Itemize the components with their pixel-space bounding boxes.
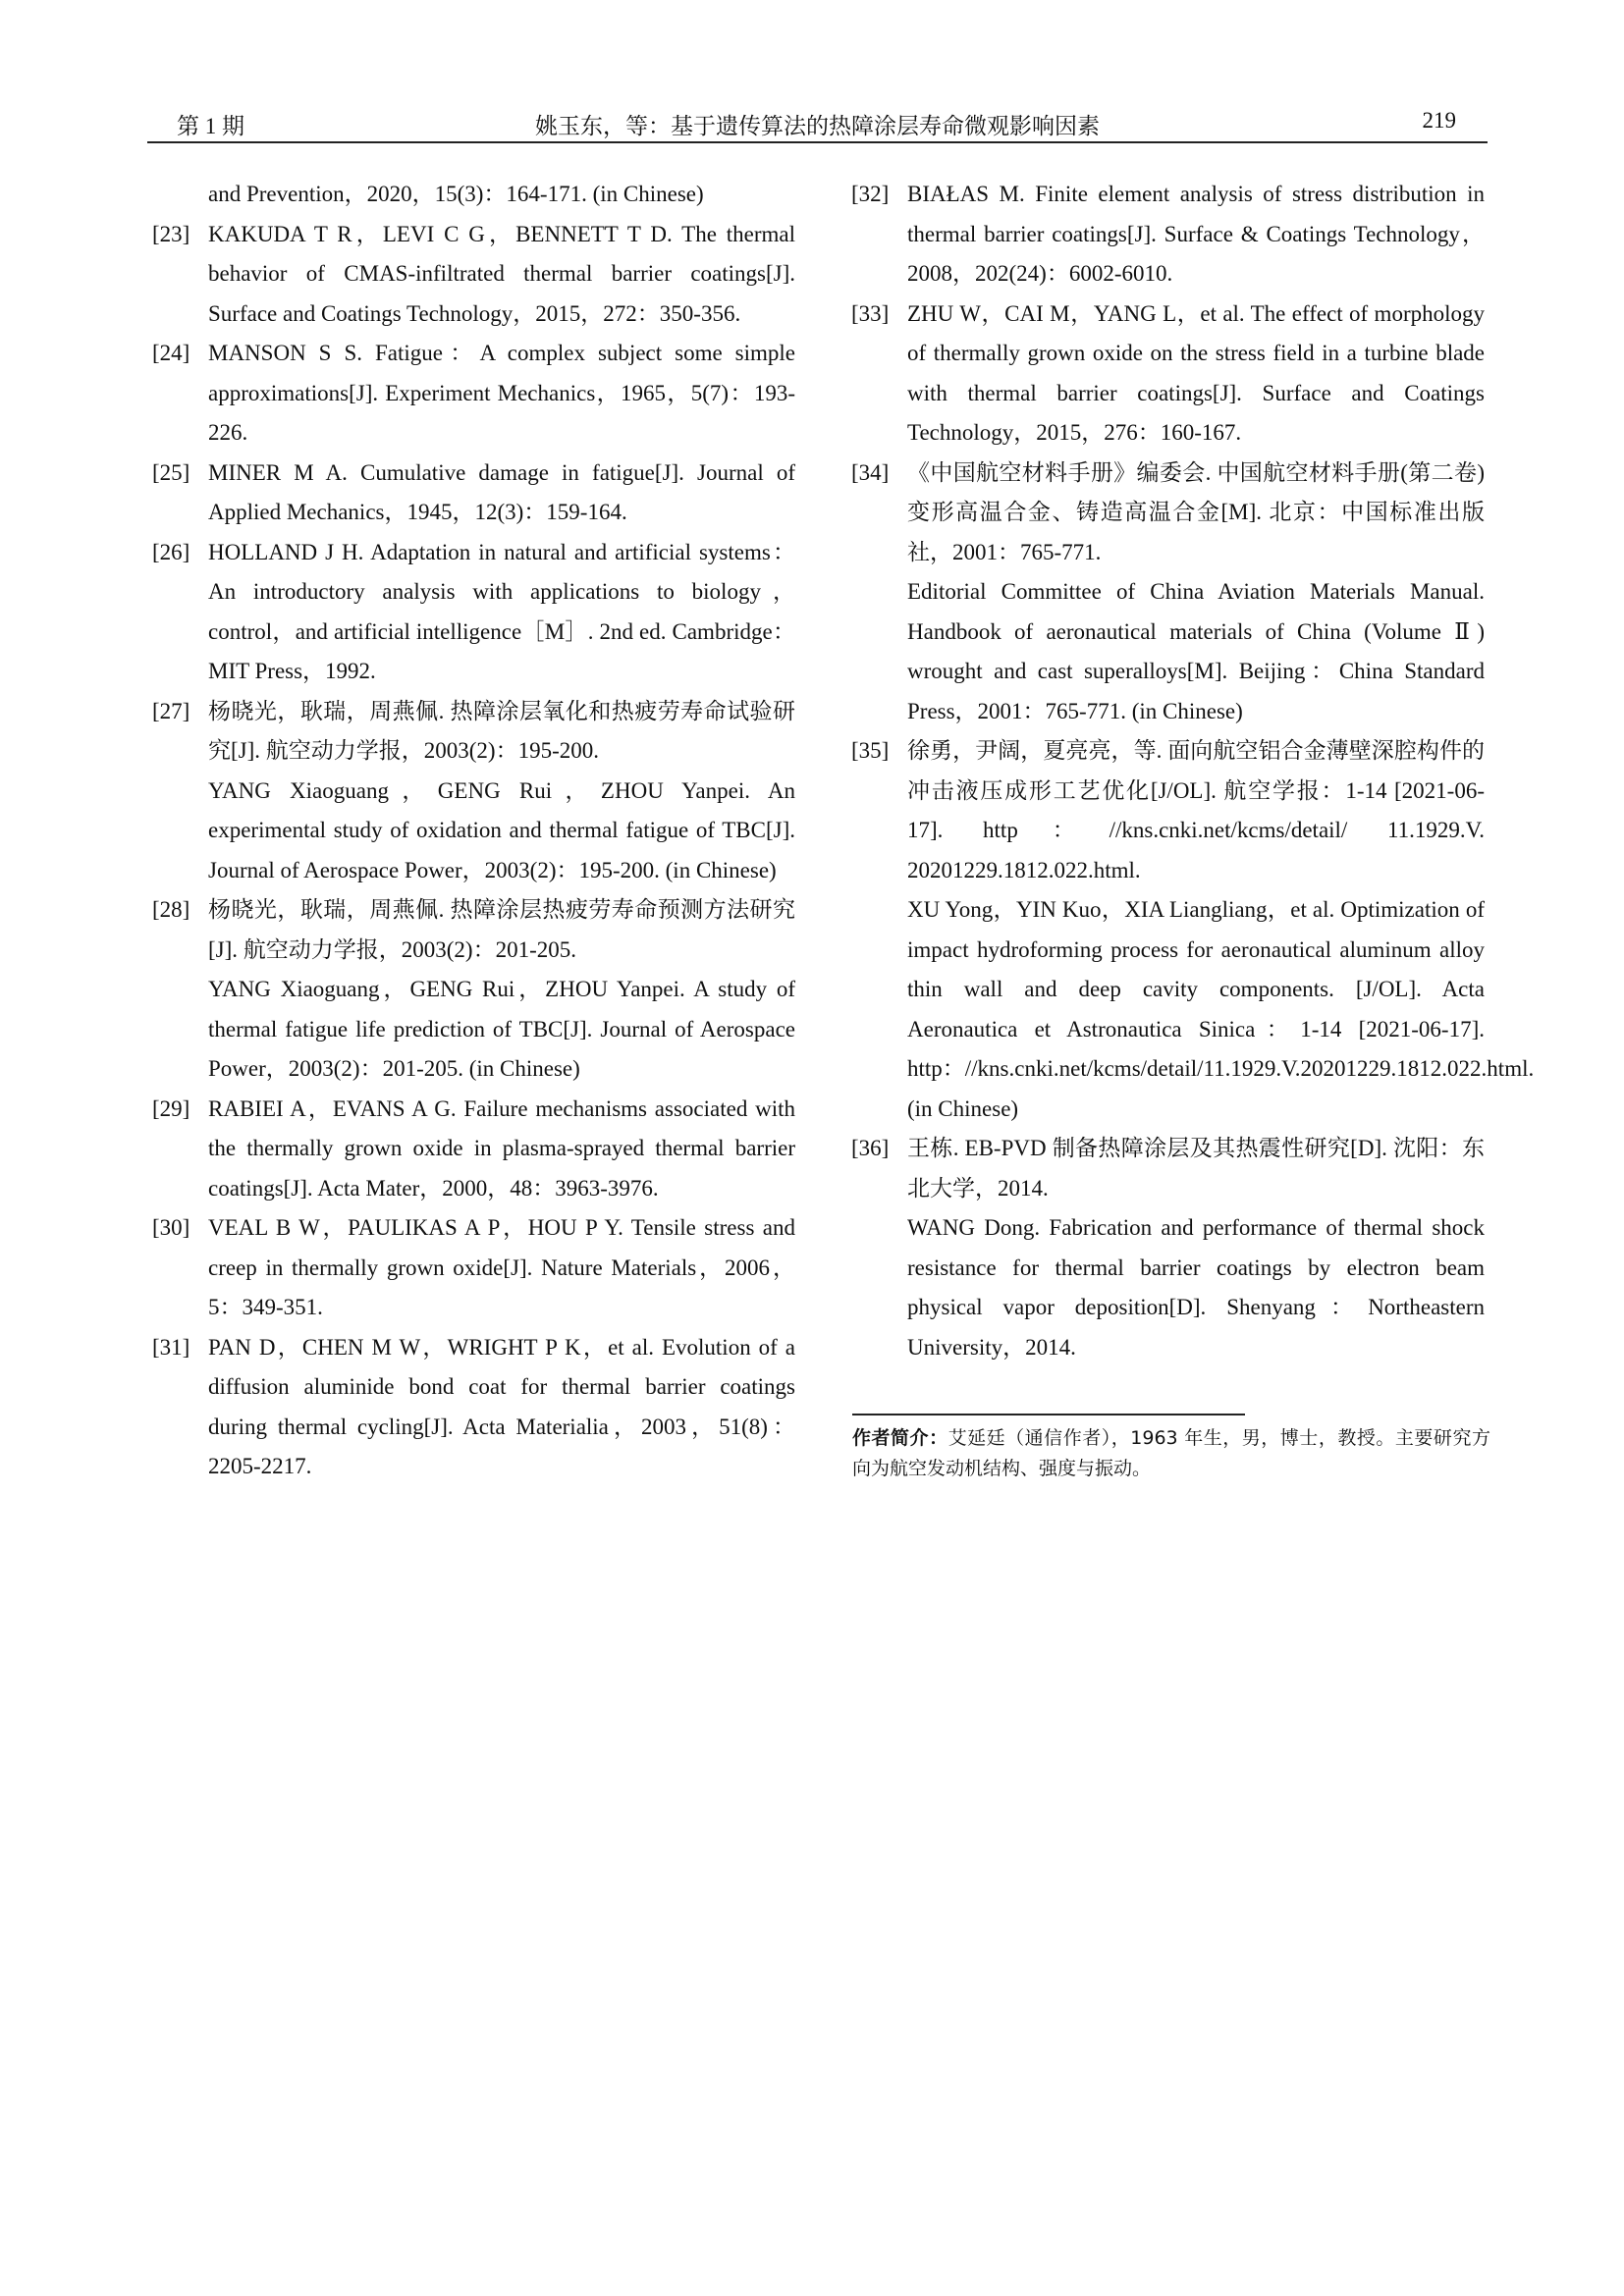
left-reference-list [147,215,795,1487]
reference-number: [26] [152,539,190,564]
reference-number: [36] [851,1136,890,1160]
reference-number: [33] [851,300,890,326]
reference-item [147,454,795,533]
reference-number: [25] [152,459,190,485]
left-reference-column [147,175,795,1487]
footnote-divider [852,1414,1245,1415]
reference-continuation: and Prevention，2020，15(3)：164-171. (in Chinese) [208,182,704,206]
reference-item [846,294,1485,454]
running-header [147,106,1488,143]
issue-number: 第 1 期 [177,114,244,138]
reference-item [147,215,795,335]
reference-item [147,1090,795,1209]
reference-text: KAKUDA T R，LEVI C G，BENNETT T D. The thermal behavior of CMAS-infiltrated thermal barrier coatings[J]. Surface and Coatings Technology，2015，272：350-356. [208,221,795,326]
reference-translation: Editorial Committee of China Aviation Materials Manual. Handbook of aeronautical materials of China (Volume Ⅱ) wrought and cast superalloys[M]. Beijing：China Standard Press，2001：765-771. (in Chinese) [907,579,1485,723]
footnote-text: 艾延廷（通信作者），1963 年生，男，博士，教授。主要研究方向为航空发动机结构、强度与振动。 [852,1427,1490,1479]
reference-text: BIAŁAS M. Finite element analysis of stress distribution in thermal barrier coatings[J]. Surface & Coatings Technology，2008，202(24)：6002-6010. [907,182,1485,286]
reference-item [846,454,1485,732]
right-reference-list [846,175,1535,1367]
reference-item [147,1328,795,1487]
author-footnote [852,1423,1490,1484]
reference-translation: XU Yong，YIN Kuo，XIA Liangliang，et al. Optimization of impact hydroforming process for aeronautical aluminum alloy thin wall and deep cavity components. [J/OL]. Acta Aeronautica et Astronautica Sinica：1-14 [2021-06-17]. http：//kns.cnki.net/kcms/detail/11.1929.V.20201229.1812.022.html. (in Chinese) [907,897,1535,1121]
reference-item [846,175,1485,294]
reference-number: [35] [851,738,890,763]
page-number: 219 [1422,108,1456,133]
right-reference-column [846,175,1535,1367]
reference-translation: YANG Xiaoguang，GENG Rui，ZHOU Yanpei. A study of thermal fatigue life prediction of TBC[J]. Journal of Aerospace Power，2003(2)：201-205. (in Chinese) [208,977,795,1081]
running-title: 姚玉东，等：基于遗传算法的热障涂层寿命微观影响因素 [535,114,1100,138]
reference-number: [30] [152,1215,190,1240]
reference-text: MANSON S S. Fatigue：A complex subject some simple approximations[J]. Experiment Mechanics，1965，5(7)：193-226. [208,341,795,445]
reference-text: RABIEI A，EVANS A G. Failure mechanisms associated with the thermally grown oxide in plasma-sprayed thermal barrier coatings[J]. Acta Mater，2000，48：3963-3976. [208,1095,795,1201]
reference-text: 杨晓光，耿瑞，周燕佩. 热障涂层热疲劳寿命预测方法研究[J]. 航空动力学报，2003(2)：201-205. [208,897,795,962]
reference-text: VEAL B W，PAULIKAS A P，HOU P Y. Tensile stress and creep in thermally grown oxide[J]. Nature Materials，2006，5：349-351. [208,1215,795,1319]
reference-number: [27] [152,698,190,723]
reference-item [846,731,1535,1129]
reference-number: [32] [851,182,890,206]
reference-text: 徐勇，尹阔，夏亮亮，等. 面向航空铝合金薄壁深腔构件的冲击液压成形工艺优化[J/OL]. 航空学报：1-14 [2021-06-17]. http：//kns.cnki.net/kcms/detail/ 11.1929.V. 20201229.1812.022.html. [907,738,1485,882]
reference-text: 王栋. EB-PVD 制备热障涂层及其热震性研究[D]. 沈阳：东北大学，2014. [907,1136,1485,1201]
reference-text: 杨晓光，耿瑞，周燕佩. 热障涂层氧化和热疲劳寿命试验研究[J]. 航空动力学报，2003(2)：195-200. [208,698,795,763]
reference-text: ZHU W，CAI M，YANG L，et al. The effect of morphology of thermally grown oxide on the stress field in a turbine blade with thermal barrier coatings[J]. Surface and Coatings Technology，2015，276：160-167. [907,300,1485,445]
reference-number: [29] [152,1095,190,1121]
reference-number: [31] [152,1334,190,1360]
reference-text: 《中国航空材料手册》编委会. 中国航空材料手册(第二卷)变形高温合金、铸造高温合金[M]. 北京：中国标准出版社，2001：765-771. [907,459,1485,564]
reference-number: [34] [851,459,890,485]
reference-number: [23] [152,221,190,246]
reference-item [846,1129,1485,1367]
reference-item [147,890,795,1090]
reference-number: [28] [152,897,190,922]
reference-number: [24] [152,341,190,365]
footnote-label: 作者简介： [852,1427,948,1449]
reference-text: HOLLAND J H. Adaptation in natural and artificial systems：An introductory analysis with applications to biology，control，and artificial intelligence［M］. 2nd ed. Cambridge：MIT Press，1992. [208,539,795,683]
reference-item [147,692,795,891]
reference-item [147,334,795,454]
reference-item [147,1208,795,1328]
reference-text: MINER M A. Cumulative damage in fatigue[J]. Journal of Applied Mechanics，1945，12(3)：159-164. [208,459,795,524]
reference-item [147,533,795,692]
reference-translation: WANG Dong. Fabrication and performance of thermal shock resistance for thermal barrier coatings by electron beam physical vapor deposition[D]. Shenyang：Northeastern University，2014. [907,1215,1485,1360]
reference-translation: YANG Xiaoguang，GENG Rui，ZHOU Yanpei. An experimental study of oxidation and thermal fatigue of TBC[J]. Journal of Aerospace Power，2003(2)：195-200. (in Chinese) [208,777,795,882]
reference-text: PAN D，CHEN M W，WRIGHT P K，et al. Evolution of a diffusion aluminide bond coat for thermal barrier coatings during thermal cycling[J]. Acta Materialia，2003，51(8)：2205-2217. [208,1334,795,1478]
